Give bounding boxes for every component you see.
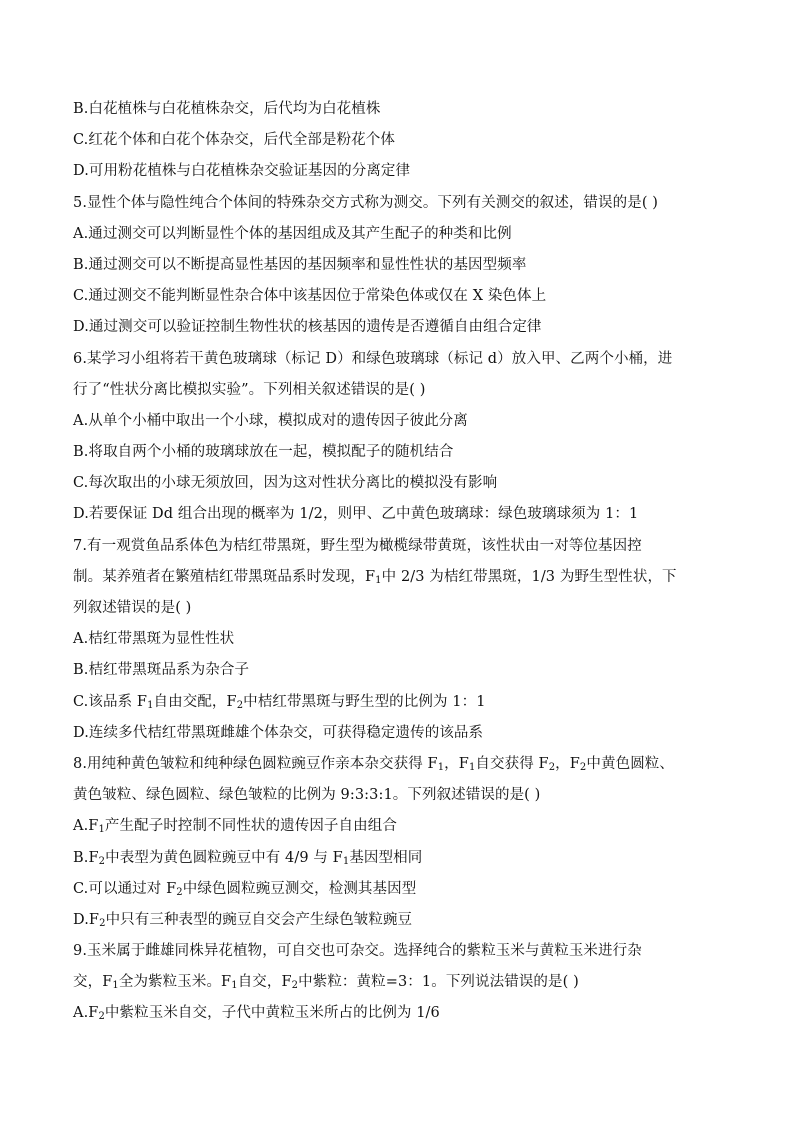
subscript: 2 (98, 1011, 105, 1023)
text-line: 6.某学习小组将若干黄色玻璃球（标记 D）和绿色玻璃球（标记 d）放入甲、乙两个小桶，进 (73, 350, 673, 367)
text-line: C.红花个体和白花个体杂交，后代全部是粉花个体 (73, 132, 395, 149)
text-run: ，F (444, 755, 469, 772)
text-run: ，F (555, 755, 580, 772)
subscript: 1 (98, 824, 105, 836)
text-run: D.F (73, 911, 100, 928)
text-run: 中绿色圆粒豌豆测交，检测其基因型 (182, 880, 417, 897)
subscript: 2 (176, 886, 183, 898)
text-run: 中表型为黄色圆粒豌豆中有 4/9 与 F (105, 849, 343, 866)
text-run: 中只有三种表型的豌豆自交会产生绿色皱粒豌豆 (105, 911, 413, 928)
text-run: 基因型相同 (349, 849, 423, 866)
text-line (73, 905, 733, 936)
subscript: 1 (231, 980, 238, 992)
text-run: 产生配子时控制不同性状的遗传因子自由组合 (104, 818, 397, 835)
text-line: C.每次取出的小球无须放回，因为这对性状分离比的模拟没有影响 (73, 475, 498, 492)
text-line: B.通过测交可以不断提高显性基因的基因频率和显性性状的基因型频率 (73, 256, 527, 273)
subscript: 2 (98, 855, 106, 867)
text-line (73, 967, 733, 998)
text-line: D.若要保证 Dd 组合出现的概率为 1/2，则甲、乙中黄色玻璃球：绿色玻璃球须为 1：1 (73, 506, 639, 523)
text-run: 全为紫粒玉米。F (118, 974, 232, 991)
text-run: B.F (73, 849, 99, 866)
text-line: 7.有一观赏鱼品系体色为桔红带黑斑，野生型为橄榄绿带黄斑，该性状由一对等位基因控 (73, 537, 642, 554)
text-line (73, 749, 733, 780)
subscript: 1 (342, 855, 350, 867)
subscript: 2 (99, 917, 106, 929)
text-run: 中 2/3 为桔红带黑斑，1/3 为野生型性状，下 (381, 568, 677, 585)
text-line (73, 998, 733, 1029)
text-line: D.通过测交可以验证控制生物性状的核基因的遗传是否遵循自由组合定律 (73, 319, 542, 336)
text-line: 9.玉米属于雌雄同株异花植物，可自交也可杂交。选择纯合的紫粒玉米与黄粒玉米进行杂 (73, 943, 642, 960)
text-line: C.通过测交不能判断显性杂合体中该基因位于常染色体或仅在 X 染色体上 (73, 288, 547, 305)
text-run: 8.用纯种黄色皱粒和纯种绿色圆粒豌豆作亲本杂交获得 F (73, 755, 438, 772)
subscript: 1 (468, 761, 476, 773)
text-run: 制。某养殖者在繁殖桔红带黑斑品系时发现，F (73, 568, 376, 585)
text-run: C.该品系 F (73, 693, 148, 710)
text-line: 5.显性个体与隐性纯合个体间的特殊杂交方式称为测交。下列有关测交的叙述，错误的是( ) (73, 194, 659, 211)
text-run: 自由交配，F (153, 693, 237, 710)
text-line: 列叙述错误的是( ) (73, 600, 192, 616)
text-line: B.将取自两个小桶的玻璃球放在一起，模拟配子的随机结合 (73, 444, 454, 461)
text-line: B.白花植株与白花植株杂交，后代均为白花植株 (73, 101, 381, 117)
subscript: 1 (112, 980, 119, 992)
text-line: A.从单个小桶中取出一个小球，模拟成对的遗传因子彼此分离 (73, 412, 468, 429)
text-line (73, 843, 733, 874)
subscript: 1 (437, 761, 445, 773)
subscript: 2 (291, 980, 299, 992)
text-run: 中紫粒：黄粒=3：1。下列说法错误的是( ) (298, 974, 579, 991)
text-line: B.桔红带黑斑品系为杂合子 (73, 662, 250, 679)
text-run: 中紫粒玉米自交，子代中黄粒玉米所占的比例为 1/6 (104, 1005, 440, 1022)
subscript: 1 (147, 699, 154, 711)
text-line: 行了“性状分离比模拟实验”。下列相关叙述错误的是( ) (73, 381, 426, 398)
text-run: A.F (73, 1005, 99, 1022)
text-run: 自交获得 F (475, 755, 549, 772)
subscript: 1 (375, 574, 382, 586)
question-text-block (73, 94, 733, 1030)
text-run: 中黄色圆粒、 (586, 755, 674, 772)
subscript: 2 (548, 761, 556, 773)
text-line: 黄色皱粒、绿色圆粒、绿色皱粒的比例为 9:3:3:1。下列叙述错误的是( ) (73, 787, 541, 804)
subscript: 2 (579, 761, 587, 773)
text-line (73, 811, 733, 842)
text-run: A.F (73, 818, 99, 835)
text-line: D.可用粉花植株与白花植株杂交验证基因的分离定律 (73, 163, 411, 180)
text-line: A.桔红带黑斑为显性性状 (73, 631, 235, 648)
text-line (73, 687, 733, 718)
text-line (73, 562, 733, 593)
text-run: 中桔红带黑斑与野生型的比例为 1：1 (243, 693, 486, 710)
text-line (73, 874, 733, 905)
text-run: 自交，F (237, 974, 292, 991)
text-run: 交，F (73, 974, 113, 991)
text-run: C.可以通过对 F (73, 880, 177, 897)
text-line: A.通过测交可以判断显性个体的基因组成及其产生配子的种类和比例 (73, 225, 512, 242)
text-line: D.连续多代桔红带黑斑雌雄个体杂交，可获得稳定遗传的该品系 (73, 724, 484, 741)
subscript: 2 (236, 699, 244, 711)
